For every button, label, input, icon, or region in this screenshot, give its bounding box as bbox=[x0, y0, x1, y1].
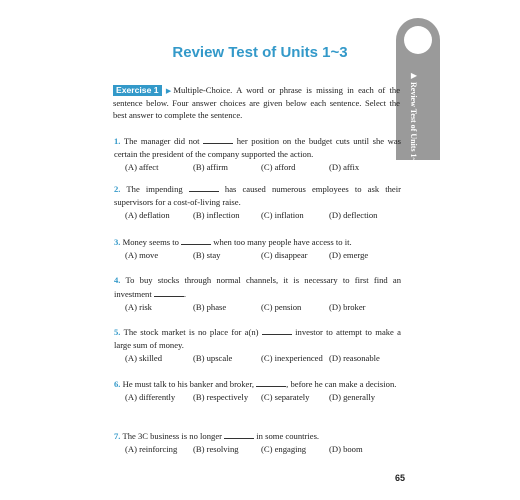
choice-b: (B) resolving bbox=[193, 444, 239, 454]
answer-blank bbox=[224, 429, 254, 439]
answer-blank bbox=[262, 325, 292, 335]
question-text: The 3C business is no longer bbox=[122, 431, 225, 441]
exercise-instructions bbox=[113, 84, 400, 122]
answer-blank bbox=[154, 287, 187, 299]
choice-c: (C) inexperienced bbox=[261, 353, 323, 363]
choice-b: (B) phase bbox=[193, 302, 227, 312]
question-number: 3. bbox=[114, 237, 121, 247]
side-tab-label: ▶ Review Test of Units 1~3 bbox=[409, 70, 418, 166]
question-text: investor to attempt to make a large sum of money. bbox=[114, 327, 401, 350]
choice-c: (C) afford bbox=[261, 162, 296, 172]
question-text: her position on the budget cuts until she was certain the president of the company supported the action. bbox=[114, 136, 401, 159]
choice-c: (C) disappear bbox=[261, 250, 308, 260]
tab-hole bbox=[404, 26, 432, 54]
side-tab bbox=[396, 18, 440, 166]
choice-a: (A) reinforcing bbox=[125, 444, 178, 454]
question-number: 1. bbox=[114, 136, 121, 146]
answer-choices bbox=[125, 443, 401, 456]
question-2 bbox=[114, 182, 401, 222]
question-number: 6. bbox=[114, 379, 121, 389]
question-7 bbox=[114, 429, 401, 456]
question-text: The manager did not bbox=[123, 136, 204, 146]
question-text: . bbox=[183, 289, 187, 299]
page-title: Review Test of Units 1~3 bbox=[172, 44, 348, 61]
question-4 bbox=[114, 274, 401, 314]
choice-c: (C) separately bbox=[261, 392, 310, 402]
choice-d: (D) reasonable bbox=[329, 353, 380, 363]
choice-d: (D) affix bbox=[329, 162, 360, 172]
exercise-badge: Exercise 1 bbox=[113, 85, 162, 96]
choice-b: (B) respectively bbox=[193, 392, 249, 402]
question-5 bbox=[114, 325, 401, 365]
question-number: 5. bbox=[114, 327, 121, 337]
answer-choices bbox=[125, 249, 401, 262]
choice-d: (D) generally bbox=[329, 392, 376, 402]
question-text: when too many people have access to it. bbox=[211, 237, 352, 247]
choice-b: (B) affirm bbox=[193, 162, 228, 172]
answer-blank bbox=[203, 134, 233, 144]
choice-a: (A) affect bbox=[125, 162, 159, 172]
choice-b: (B) stay bbox=[193, 250, 221, 260]
answer-choices bbox=[125, 301, 401, 314]
question-text: Money seems to bbox=[122, 237, 182, 247]
choice-a: (A) move bbox=[125, 250, 159, 260]
choice-d: (D) emerge bbox=[329, 250, 369, 260]
question-text: in some countries. bbox=[254, 431, 320, 441]
question-text: The stock market is no place for a(n) bbox=[123, 327, 262, 337]
choice-a: (A) skilled bbox=[125, 353, 162, 363]
choice-c: (C) pension bbox=[261, 302, 302, 312]
answer-choices bbox=[125, 209, 401, 222]
choice-a: (A) differently bbox=[125, 392, 176, 402]
choice-a: (A) risk bbox=[125, 302, 152, 312]
question-text: The impending bbox=[126, 184, 189, 194]
question-text: He must talk to his banker and broker, bbox=[122, 379, 257, 389]
question-number: 2. bbox=[114, 184, 121, 194]
answer-blank bbox=[256, 377, 286, 387]
instructions-text: Multiple-Choice. A word or phrase is missing in each of the sentence below. Four answer choices are given below each sentence. Select the best answer to complete the sentence. bbox=[113, 85, 401, 121]
question-number: 7. bbox=[114, 431, 121, 441]
question-number: 4. bbox=[114, 275, 121, 285]
choice-c: (C) inflation bbox=[261, 210, 304, 220]
question-6 bbox=[114, 377, 401, 404]
choice-b: (B) inflection bbox=[193, 210, 240, 220]
question-text: , before he can make a decision. bbox=[286, 379, 397, 389]
page-number: 65 bbox=[395, 473, 406, 483]
choice-c: (C) engaging bbox=[261, 444, 307, 454]
choice-b: (B) upscale bbox=[193, 353, 233, 363]
choice-d: (D) broker bbox=[329, 302, 366, 312]
question-text: To buy stocks through normal channels, it is necessary to first find an investment bbox=[114, 275, 401, 299]
question-1 bbox=[114, 134, 401, 174]
arrow-icon: ▶ bbox=[165, 87, 174, 95]
answer-choices bbox=[125, 161, 401, 174]
answer-choices bbox=[125, 352, 401, 365]
answer-blank bbox=[189, 182, 219, 192]
answer-choices bbox=[125, 391, 401, 404]
choice-d: (D) boom bbox=[329, 444, 363, 454]
choice-a: (A) deflation bbox=[125, 210, 170, 220]
choice-d: (D) deflection bbox=[329, 210, 378, 220]
question-text: has caused numerous employees to ask their supervisors for a cost-of-living raise. bbox=[114, 184, 401, 207]
answer-blank bbox=[181, 235, 211, 245]
question-3 bbox=[114, 235, 401, 262]
